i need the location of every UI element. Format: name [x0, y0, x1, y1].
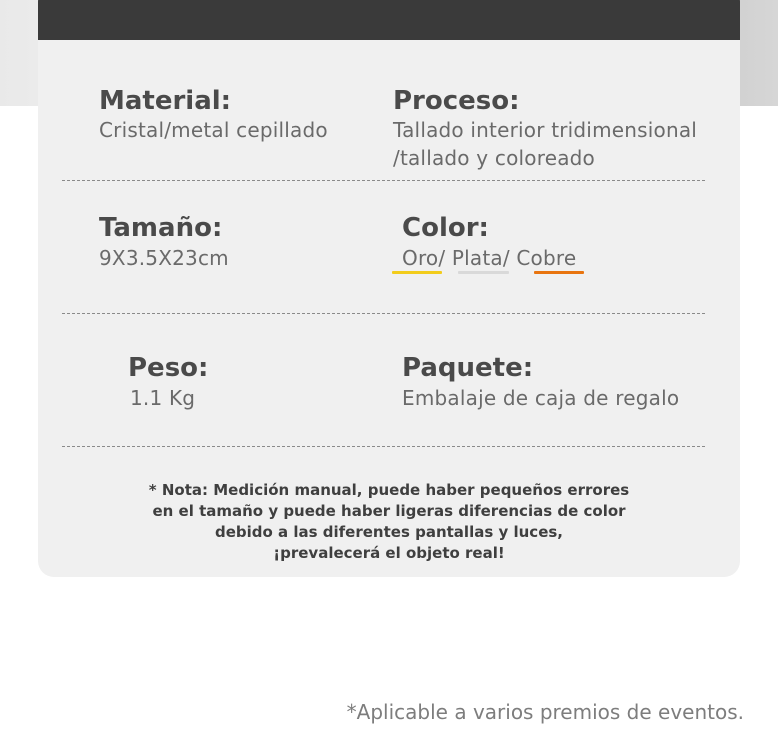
note-line: * Nota: Medición manual, puede haber pequeños errores [148, 481, 630, 499]
card-header-bar [38, 0, 740, 40]
divider [62, 313, 705, 314]
proceso-label: Proceso: [393, 86, 520, 116]
gold-swatch [392, 271, 442, 274]
tamano-label: Tamaño: [99, 213, 223, 243]
copper-swatch [534, 271, 584, 274]
silver-swatch [458, 271, 509, 274]
peso-label: Peso: [128, 353, 209, 383]
color-options [402, 244, 576, 272]
material-value: Cristal/metal cepillado [99, 118, 328, 142]
tamano-value: 9X3.5X23cm [99, 246, 229, 270]
paquete-label: Paquete: [402, 353, 534, 383]
peso-value: 1.1 Kg [130, 386, 196, 410]
proceso-value-line1: Tallado interior tridimensional [393, 118, 698, 142]
color-option-plata: Plata/ [451, 246, 510, 270]
divider [62, 180, 705, 181]
color-option-oro: Oro/ [402, 246, 446, 270]
measurement-note [120, 480, 658, 564]
proceso-value-line2: /tallado y coloreado [393, 146, 595, 170]
paquete-value: Embalaje de caja de regalo [402, 386, 680, 410]
footer-disclaimer: *Aplicable a varios premios de eventos. [346, 700, 744, 724]
divider [62, 446, 705, 447]
color-option-cobre: Cobre [516, 246, 577, 270]
note-line: debido a las diferentes pantallas y luces, [214, 523, 564, 541]
material-label: Material: [99, 86, 232, 116]
note-line: en el tamaño y puede haber ligeras diferencias de color [152, 502, 626, 520]
color-label: Color: [402, 213, 489, 243]
note-line: ¡prevalecerá el objeto real! [273, 544, 505, 562]
